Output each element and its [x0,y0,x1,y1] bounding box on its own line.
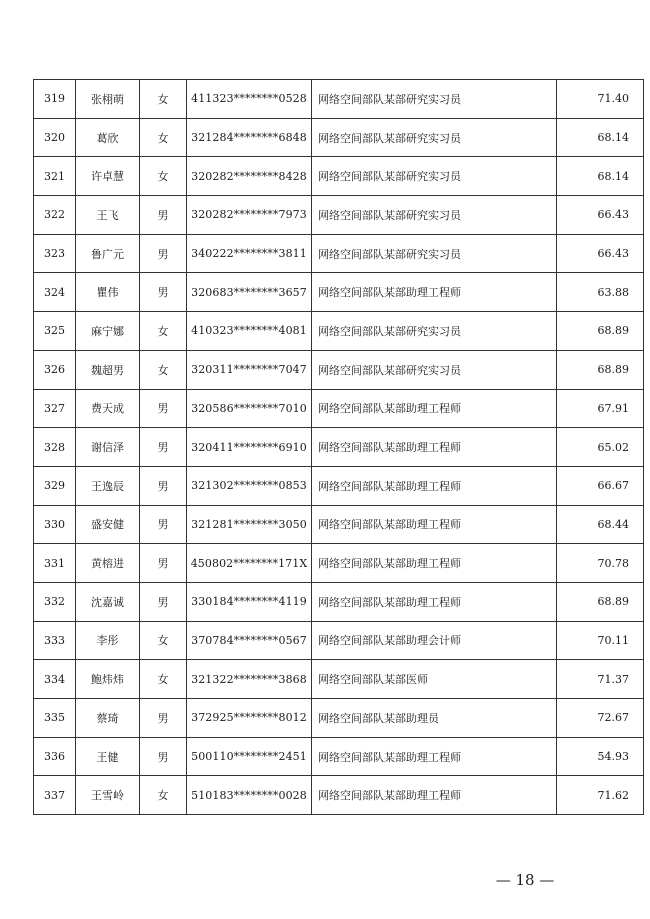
cell-name: 王雪岭 [76,776,140,815]
cell-score: 68.44 [557,505,644,544]
cell-number: 324 [34,273,76,312]
cell-name: 王逸辰 [76,466,140,505]
cell-score: 67.91 [557,389,644,428]
table-row [34,80,644,119]
cell-name: 魏超男 [76,350,140,389]
table-row [34,118,644,157]
table-row [34,273,644,312]
cell-id-number: 372925********8012 [187,699,312,738]
cell-gender: 男 [140,505,187,544]
cell-id-number: 500110********2451 [187,737,312,776]
cell-gender: 女 [140,776,187,815]
cell-score: 70.78 [557,544,644,583]
cell-position: 网络空间部队某部助理工程师 [312,389,557,428]
roster-table-body [34,80,644,815]
cell-name: 鲁广元 [76,234,140,273]
cell-score: 63.88 [557,273,644,312]
cell-name: 谢信泽 [76,428,140,467]
cell-score: 66.43 [557,196,644,235]
cell-gender: 女 [140,621,187,660]
cell-number: 333 [34,621,76,660]
cell-position: 网络空间部队某部助理工程师 [312,544,557,583]
table-row [34,660,644,699]
cell-number: 319 [34,80,76,119]
cell-score: 68.89 [557,582,644,621]
cell-score: 71.37 [557,660,644,699]
table-row [34,157,644,196]
cell-gender: 男 [140,544,187,583]
cell-name: 黄榕进 [76,544,140,583]
cell-name: 许卓慧 [76,157,140,196]
cell-position: 网络空间部队某部研究实习员 [312,118,557,157]
cell-gender: 女 [140,80,187,119]
cell-id-number: 320411********6910 [187,428,312,467]
cell-position: 网络空间部队某部研究实习员 [312,234,557,273]
cell-gender: 男 [140,737,187,776]
cell-position: 网络空间部队某部助理会计师 [312,621,557,660]
table-row [34,428,644,467]
cell-score: 68.89 [557,350,644,389]
cell-name: 王飞 [76,196,140,235]
cell-score: 68.14 [557,118,644,157]
cell-number: 335 [34,699,76,738]
cell-gender: 女 [140,157,187,196]
cell-name: 张栩萌 [76,80,140,119]
cell-gender: 男 [140,582,187,621]
table-row [34,196,644,235]
cell-id-number: 330184********4119 [187,582,312,621]
table-row [34,621,644,660]
cell-name: 葛欣 [76,118,140,157]
cell-position: 网络空间部队某部助理工程师 [312,582,557,621]
cell-name: 王健 [76,737,140,776]
cell-id-number: 340222********3811 [187,234,312,273]
cell-id-number: 370784********0567 [187,621,312,660]
cell-name: 李彤 [76,621,140,660]
cell-position: 网络空间部队某部助理员 [312,699,557,738]
cell-gender: 女 [140,312,187,351]
cell-score: 68.14 [557,157,644,196]
cell-position: 网络空间部队某部助理工程师 [312,776,557,815]
cell-gender: 男 [140,699,187,738]
cell-number: 320 [34,118,76,157]
cell-id-number: 450802********171X [187,544,312,583]
cell-position: 网络空间部队某部助理工程师 [312,273,557,312]
cell-gender: 男 [140,273,187,312]
cell-position: 网络空间部队某部助理工程师 [312,505,557,544]
cell-number: 325 [34,312,76,351]
cell-gender: 男 [140,466,187,505]
cell-gender: 男 [140,196,187,235]
table-row [34,737,644,776]
cell-position: 网络空间部队某部助理工程师 [312,466,557,505]
cell-name: 沈嘉诚 [76,582,140,621]
cell-number: 327 [34,389,76,428]
table-row [34,312,644,351]
cell-gender: 女 [140,660,187,699]
cell-name: 盛安健 [76,505,140,544]
cell-name: 蔡琦 [76,699,140,738]
table-row [34,350,644,389]
cell-position: 网络空间部队某部研究实习员 [312,350,557,389]
table-row [34,544,644,583]
cell-score: 70.11 [557,621,644,660]
cell-position: 网络空间部队某部助理工程师 [312,737,557,776]
cell-id-number: 410323********4081 [187,312,312,351]
cell-id-number: 510183********0028 [187,776,312,815]
cell-gender: 男 [140,389,187,428]
cell-position: 网络空间部队某部研究实习员 [312,80,557,119]
cell-number: 336 [34,737,76,776]
cell-id-number: 320311********7047 [187,350,312,389]
table-row [34,699,644,738]
cell-number: 330 [34,505,76,544]
cell-name: 费天成 [76,389,140,428]
cell-id-number: 320282********8428 [187,157,312,196]
cell-score: 68.89 [557,312,644,351]
cell-score: 65.02 [557,428,644,467]
cell-gender: 男 [140,234,187,273]
table-row [34,776,644,815]
cell-number: 331 [34,544,76,583]
cell-id-number: 411323********0528 [187,80,312,119]
cell-score: 71.40 [557,80,644,119]
cell-score: 66.43 [557,234,644,273]
page-number: — 18 — [495,871,555,889]
cell-id-number: 321284********6848 [187,118,312,157]
cell-position: 网络空间部队某部研究实习员 [312,157,557,196]
cell-name: 麻宁娜 [76,312,140,351]
cell-id-number: 321281********3050 [187,505,312,544]
cell-score: 72.67 [557,699,644,738]
cell-number: 337 [34,776,76,815]
cell-score: 54.93 [557,737,644,776]
table-row [34,466,644,505]
cell-id-number: 321322********3868 [187,660,312,699]
cell-number: 323 [34,234,76,273]
cell-gender: 女 [140,118,187,157]
cell-id-number: 320282********7973 [187,196,312,235]
table-row [34,505,644,544]
table-row [34,389,644,428]
cell-number: 321 [34,157,76,196]
cell-id-number: 320683********3657 [187,273,312,312]
table-row [34,582,644,621]
cell-number: 332 [34,582,76,621]
cell-gender: 男 [140,428,187,467]
cell-gender: 女 [140,350,187,389]
cell-position: 网络空间部队某部助理工程师 [312,428,557,467]
cell-number: 334 [34,660,76,699]
cell-number: 328 [34,428,76,467]
cell-number: 326 [34,350,76,389]
cell-score: 66.67 [557,466,644,505]
cell-position: 网络空间部队某部研究实习员 [312,312,557,351]
cell-position: 网络空间部队某部医师 [312,660,557,699]
cell-id-number: 321302********0853 [187,466,312,505]
roster-table [33,79,644,815]
cell-number: 322 [34,196,76,235]
cell-name: 鲍炜炜 [76,660,140,699]
cell-number: 329 [34,466,76,505]
cell-id-number: 320586********7010 [187,389,312,428]
cell-name: 瞿伟 [76,273,140,312]
cell-position: 网络空间部队某部研究实习员 [312,196,557,235]
cell-score: 71.62 [557,776,644,815]
table-row [34,234,644,273]
